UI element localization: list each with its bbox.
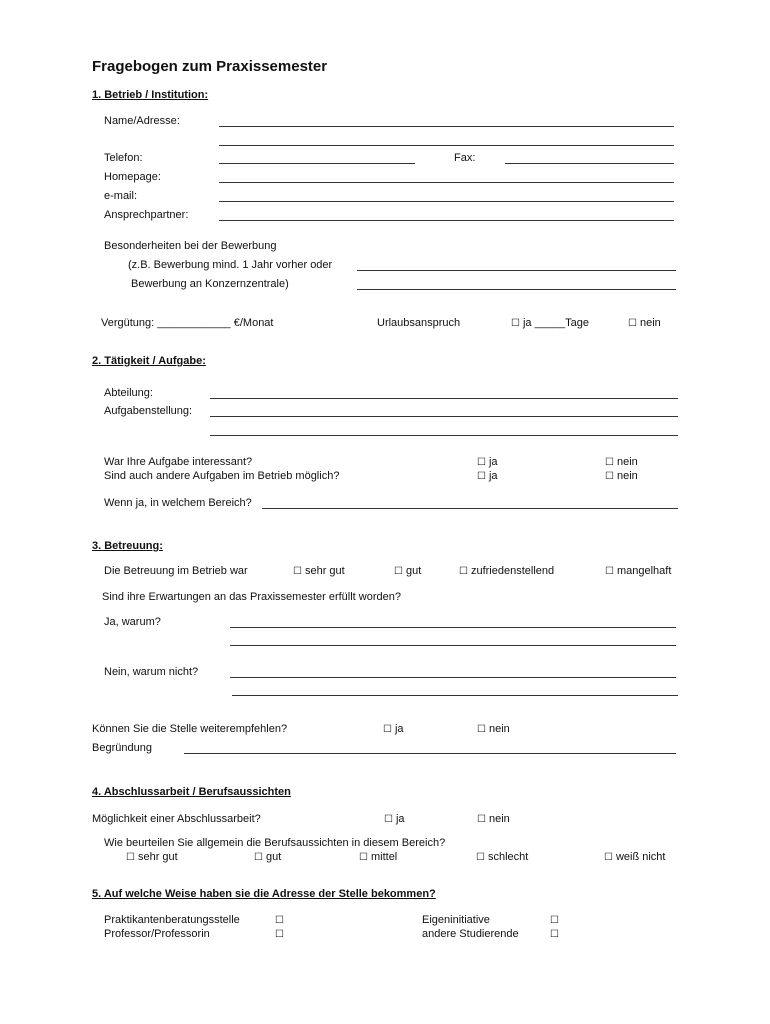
checkbox-icon[interactable]: ☐ [605,471,614,482]
question-weiterempfehlen: Können Sie die Stelle weiterempfehlen? [92,723,288,735]
label-telefon: Telefon: [104,152,143,164]
option-aussichten-gut[interactable]: ☐ gut [254,851,282,863]
option-interessant-nein[interactable]: ☐ nein [605,456,638,468]
field-homepage[interactable] [219,182,674,183]
checkbox-icon[interactable]: ☐ [628,318,637,329]
label-beispiel-1: (z.B. Bewerbung mind. 1 Jahr vorher oder [128,259,333,271]
checkbox-icon[interactable]: ☐ [383,724,392,735]
question-berufsaussichten: Wie beurteilen Sie allgemein die Berufsaussichten in diesem Bereich? [104,837,446,849]
label-professor: Professor/Professorin [104,928,210,940]
field-verguetung[interactable]: Vergütung: ____________ €/Monat [101,317,274,329]
checkbox-icon[interactable]: ☐ [477,724,486,735]
option-interessant-ja[interactable]: ☐ ja [477,456,498,468]
option-aussichten-mittel[interactable]: ☐ mittel [359,851,398,863]
field-begruendung[interactable] [184,753,676,754]
option-empfehlen-ja[interactable]: ☐ ja [383,723,404,735]
option-andere-ja[interactable]: ☐ ja [477,470,498,482]
label-abteilung: Abteilung: [104,387,153,399]
field-besonderheiten-2[interactable] [357,289,676,290]
label-urlaubsanspruch: Urlaubsanspruch [377,317,461,329]
checkbox-icon[interactable]: ☐ [477,814,486,825]
label-betreuung: Die Betreuung im Betrieb war [104,565,248,577]
checkbox-icon[interactable]: ☐ [293,566,302,577]
field-aufgabenstellung-2[interactable] [210,435,678,436]
field-ja-warum-1[interactable] [230,627,676,628]
option-urlaub-nein[interactable]: ☐ nein [628,317,661,329]
section-3-heading: 3. Betreuung: [92,540,163,552]
question-andere-aufgaben: Sind auch andere Aufgaben im Betrieb möglich? [104,470,340,482]
label-email: e-mail: [104,190,138,202]
option-abschluss-nein[interactable]: ☐ nein [477,813,510,825]
field-nein-warum-1[interactable] [230,677,676,678]
label-homepage: Homepage: [104,171,161,183]
field-nein-warum-2[interactable] [232,695,678,696]
field-email[interactable] [219,201,674,202]
field-abteilung[interactable] [210,398,678,399]
question-interessant: War Ihre Aufgabe interessant? [104,456,253,468]
option-betreuung-zufriedenstellend[interactable]: ☐ zufriedenstellend [459,565,555,577]
checkbox-icon[interactable]: ☐ [476,852,485,863]
label-bereich: Wenn ja, in welchem Bereich? [104,497,252,509]
checkbox-icon[interactable]: ☐ [605,566,614,577]
checkbox-icon[interactable]: ☐ [359,852,368,863]
checkbox-icon[interactable]: ☐ [511,318,520,329]
label-beispiel-2: Bewerbung an Konzernzentrale) [131,278,289,290]
option-empfehlen-nein[interactable]: ☐ nein [477,723,510,735]
label-andere-studierende: andere Studierende [422,928,519,940]
option-andere-nein[interactable]: ☐ nein [605,470,638,482]
checkbox-icon[interactable]: ☐ [126,852,135,863]
option-aussichten-weiss-nicht[interactable]: ☐ weiß nicht [604,851,666,863]
section-2-heading: 2. Tätigkeit / Aufgabe: [92,355,206,367]
label-nein-warum: Nein, warum nicht? [104,666,199,678]
field-name-adresse-2[interactable] [219,145,674,146]
field-name-adresse-1[interactable] [219,126,674,127]
label-besonderheiten: Besonderheiten bei der Bewerbung [104,240,277,252]
field-bereich[interactable] [262,508,678,509]
field-ansprechpartner[interactable] [219,220,674,221]
checkbox-icon[interactable]: ☐ [275,929,284,940]
checkbox-icon[interactable]: ☐ [550,915,559,926]
field-telefon[interactable] [219,163,415,164]
field-besonderheiten-1[interactable] [357,270,676,271]
option-betreuung-sehr-gut[interactable]: ☐ sehr gut [293,565,345,577]
label-eigeninitiative: Eigeninitiative [422,914,490,926]
checkbox-icon[interactable]: ☐ [459,566,468,577]
page-title: Fragebogen zum Praxissemester [92,58,328,75]
option-abschluss-ja[interactable]: ☐ ja [384,813,405,825]
option-aussichten-schlecht[interactable]: ☐ schlecht [476,851,529,863]
label-begruendung: Begründung [92,742,152,754]
checkbox-icon[interactable]: ☐ [550,929,559,940]
option-betreuung-gut[interactable]: ☐ gut [394,565,422,577]
question-erwartungen: Sind ihre Erwartungen an das Praxissemester erfüllt worden? [102,591,401,603]
option-betreuung-mangelhaft[interactable]: ☐ mangelhaft [605,565,672,577]
section-4-heading: 4. Abschlussarbeit / Berufsaussichten [92,786,291,798]
label-praktikantenberatung: Praktikantenberatungsstelle [104,914,240,926]
section-5-heading: 5. Auf welche Weise haben sie die Adresse der Stelle bekommen? [92,888,436,900]
label-name-adresse: Name/Adresse: [104,115,180,127]
label-ansprechpartner: Ansprechpartner: [104,209,189,221]
checkbox-icon[interactable]: ☐ [477,471,486,482]
checkbox-icon[interactable]: ☐ [477,457,486,468]
checkbox-icon[interactable]: ☐ [605,457,614,468]
field-aufgabenstellung-1[interactable] [210,416,678,417]
option-aussichten-sehr-gut[interactable]: ☐ sehr gut [126,851,178,863]
option-urlaub-ja[interactable]: ☐ ja _____Tage [511,317,590,329]
checkbox-icon[interactable]: ☐ [394,566,403,577]
checkbox-icon[interactable]: ☐ [384,814,393,825]
checkbox-icon[interactable]: ☐ [604,852,613,863]
label-ja-warum: Ja, warum? [104,616,161,628]
checkbox-icon[interactable]: ☐ [275,915,284,926]
label-aufgabenstellung: Aufgabenstellung: [104,405,193,417]
section-1-heading: 1. Betrieb / Institution: [92,89,209,101]
field-fax[interactable] [505,163,674,164]
field-ja-warum-2[interactable] [230,645,676,646]
question-abschlussarbeit: Möglichkeit einer Abschlussarbeit? [92,813,261,825]
checkbox-icon[interactable]: ☐ [254,852,263,863]
label-fax: Fax: [454,152,476,164]
